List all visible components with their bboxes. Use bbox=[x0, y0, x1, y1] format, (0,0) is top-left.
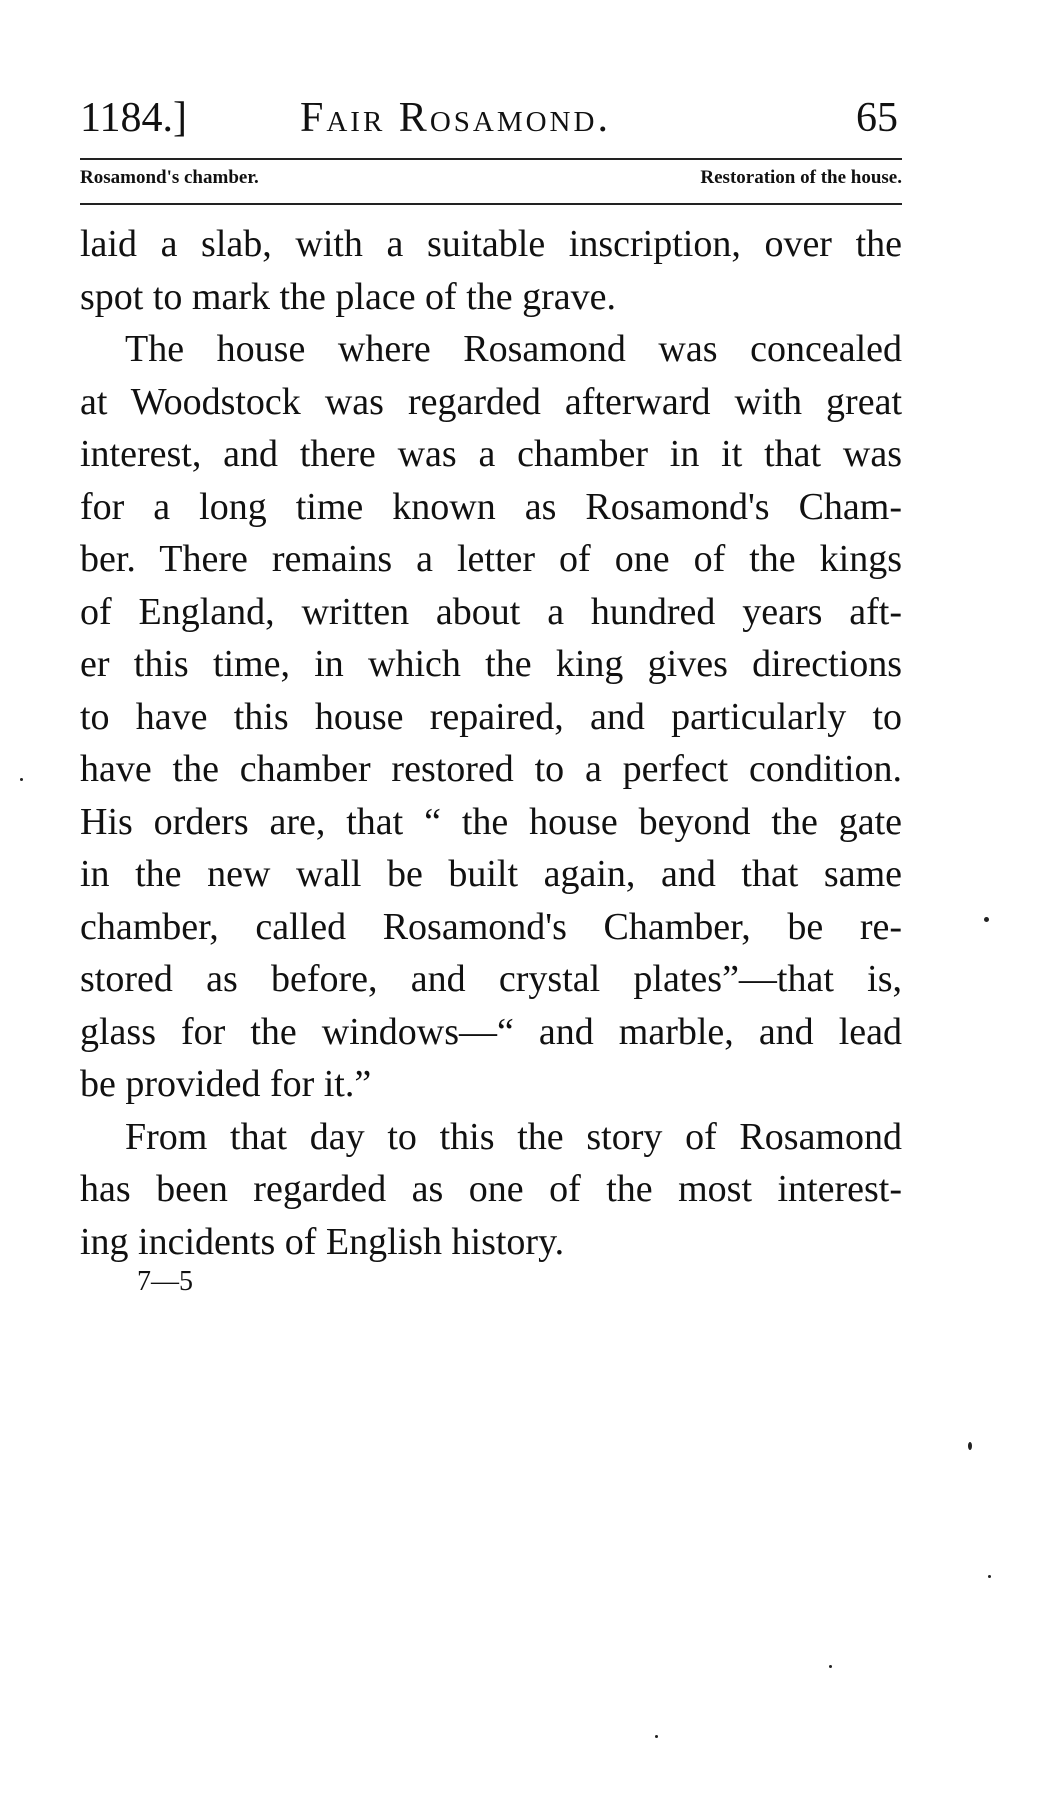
body-text bbox=[80, 218, 902, 1268]
sidenote-right: Restoration of the house. bbox=[700, 167, 902, 188]
text-line: laid a slab, with a suitable inscription, over the bbox=[80, 223, 902, 265]
text-line: spot to mark the place of the grave. bbox=[80, 275, 617, 318]
text-line: for a long time known as Rosamond's Cham- bbox=[80, 485, 902, 528]
text-line: chamber, called Rosamond's Chamber, be re- bbox=[80, 905, 902, 948]
signature-mark: 7—5 bbox=[137, 1266, 193, 1297]
header-rule-bottom bbox=[80, 203, 902, 205]
text-line: His orders are, that “ the house beyond the gate bbox=[80, 800, 902, 843]
header-year: 1184.] bbox=[80, 95, 187, 141]
page-number: 65 bbox=[856, 95, 898, 141]
text-line: to have this house repaired, and particularly to bbox=[80, 695, 902, 738]
text-line: interest, and there was a chamber in it that was bbox=[80, 433, 902, 475]
running-header bbox=[80, 88, 902, 148]
marginal-headings bbox=[80, 163, 902, 193]
sidenote-left: Rosamond's chamber. bbox=[80, 167, 259, 188]
text-line: ber. There remains a letter of one of the kings bbox=[80, 538, 902, 580]
text-line: in the new wall be built again, and that same bbox=[80, 853, 902, 895]
text-line: The house where Rosamond was concealed bbox=[125, 328, 902, 370]
ink-speck bbox=[984, 917, 989, 922]
text-line: of England, written about a hundred years aft- bbox=[80, 590, 902, 633]
text-line: stored as before, and crystal plates”—that is, bbox=[80, 958, 902, 1000]
text-line: ing incidents of English history. bbox=[80, 1220, 565, 1263]
ink-speck bbox=[988, 1575, 991, 1578]
ink-speck bbox=[968, 1442, 972, 1450]
ink-speck bbox=[655, 1735, 658, 1738]
ink-speck bbox=[829, 1665, 832, 1668]
header-rule-top bbox=[80, 158, 902, 160]
header-title: Fair Rosamond. bbox=[300, 95, 611, 141]
text-line: From that day to this the story of Rosamond bbox=[125, 1115, 902, 1158]
text-line: at Woodstock was regarded afterward with great bbox=[80, 380, 902, 423]
text-line: has been regarded as one of the most interest- bbox=[80, 1168, 902, 1210]
ink-speck bbox=[20, 778, 23, 781]
text-line: have the chamber restored to a perfect condition. bbox=[80, 748, 902, 790]
text-line: be provided for it.” bbox=[80, 1063, 372, 1105]
text-line: glass for the windows—“ and marble, and lead bbox=[80, 1010, 902, 1053]
text-line: er this time, in which the king gives directions bbox=[80, 643, 902, 685]
